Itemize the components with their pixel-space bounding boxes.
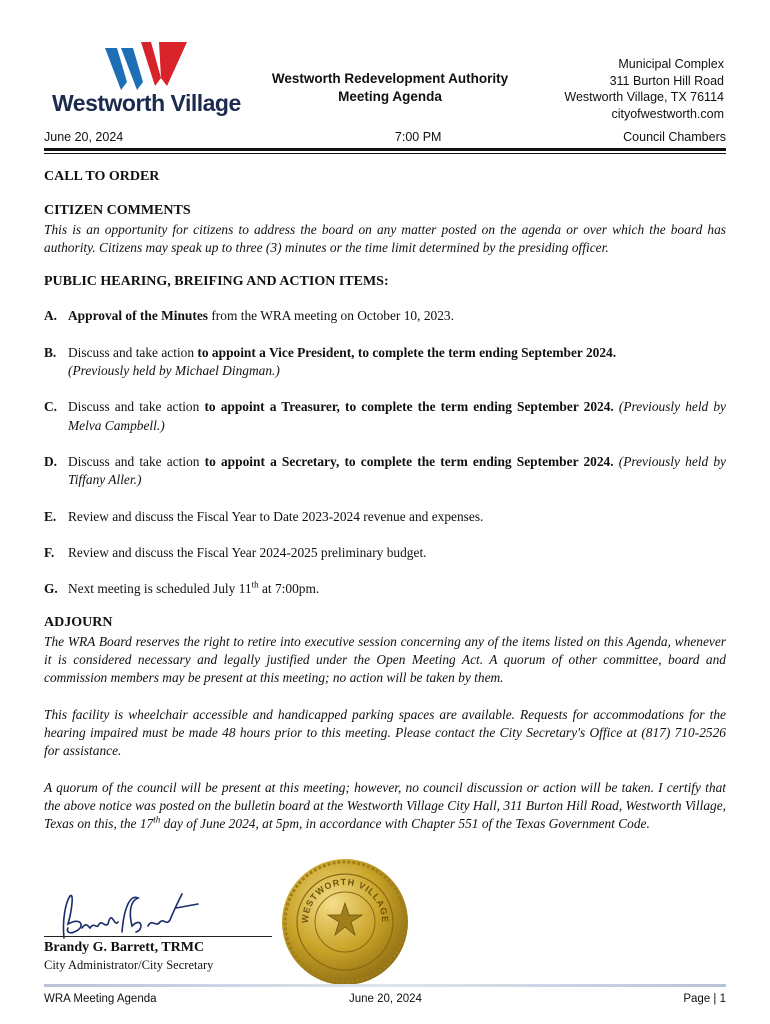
agenda-body xyxy=(44,168,726,833)
item-sup: th xyxy=(251,579,259,590)
seal-text: WESTWORTH VILLAGE xyxy=(299,876,391,924)
header-divider xyxy=(44,148,726,151)
item-text: Discuss and take action xyxy=(68,399,205,415)
agenda-item-b xyxy=(44,344,726,381)
public-hearing-heading: PUBLIC HEARING, BREIFING AND ACTION ITEMS: xyxy=(44,274,389,290)
item-text: Review and discuss the Fiscal Year 2024-2025 preliminary budget. xyxy=(68,544,427,560)
item-note: (Previously held by Michael Dingman.) xyxy=(68,363,280,379)
item-text: Next meeting is scheduled July 11 xyxy=(68,581,252,597)
accessibility-notice: This facility is wheelchair accessible and handicapped parking spaces are available. Requests for accommodations for the hearing impaired must be made 48 hours prior to this meeting. Please contact the City Secretary's Office at (817) 710-2526 for assistance. xyxy=(44,706,726,759)
citizen-comments-text: This is an opportunity for citizens to address the board on any matter posted on the agenda or over which the board has authority. Citizens may speak up to three (3) minutes or the time limit determined by the presiding officer. xyxy=(44,221,726,255)
cert-text: day of June 2024, at 5pm, in accordance with Chapter 551 of the Texas Government Code. xyxy=(160,816,650,832)
header-divider-thin xyxy=(44,153,726,154)
item-bold: to appoint a Vice President, to complete the term ending September 2024. xyxy=(197,344,617,360)
meeting-location: Council Chambers xyxy=(623,130,726,144)
item-text: from the WRA meeting on October 10, 2023. xyxy=(208,308,454,324)
item-label: C. xyxy=(44,399,58,415)
westworth-logo-mark xyxy=(105,42,187,90)
agenda-title xyxy=(255,70,525,106)
signature-line xyxy=(44,936,272,937)
signer-name: Brandy G. Barrett, TRMC xyxy=(44,940,205,955)
agenda-item-c xyxy=(44,398,726,435)
agenda-item-e xyxy=(44,508,726,526)
address-line: Municipal Complex xyxy=(618,57,724,71)
meeting-info-row xyxy=(44,130,726,144)
item-label: D. xyxy=(44,453,58,469)
call-to-order-heading: CALL TO ORDER xyxy=(44,169,160,184)
address-line: Westworth Village, TX 76114 xyxy=(564,90,724,104)
address-line: 311 Burton Hill Road xyxy=(609,73,724,88)
item-note: (Previously held by Tiffany Aller.) xyxy=(68,453,726,488)
footer-page-number: Page | 1 xyxy=(683,993,726,1005)
footer-divider xyxy=(44,984,726,987)
item-label: G. xyxy=(44,581,58,597)
cert-sup: th xyxy=(153,814,161,825)
title-line-1: Westworth Redevelopment Authority xyxy=(271,71,509,86)
agenda-item-a xyxy=(44,307,726,325)
handwritten-signature xyxy=(52,888,202,948)
item-bold: Approval of the Minutes xyxy=(68,308,208,324)
item-label: A. xyxy=(44,308,58,324)
agenda-item-d xyxy=(44,453,726,490)
meeting-date: June 20, 2024 xyxy=(44,130,124,144)
item-note: (Previously held by Melva Campbell.) xyxy=(68,399,726,433)
address-block xyxy=(564,56,724,122)
title-line-2: Meeting Agenda xyxy=(338,89,442,104)
footer-doc-title: WRA Meeting Agenda xyxy=(44,993,157,1005)
logo-text: Westworth Village xyxy=(52,90,241,116)
item-text: Discuss and take action xyxy=(68,453,205,469)
certification-text xyxy=(44,779,726,834)
agenda-item-f xyxy=(44,544,726,562)
adjourn-text: The WRA Board reserves the right to retire into executive session concerning any of the items listed on this Agenda, whenever it is considered necessary and legally justified under the Open Meeting Act. A quorum of other committee, board and commission members may be present at this meeting; no action will be taken by them. xyxy=(44,633,726,686)
gold-seal xyxy=(278,855,412,989)
footer-date: June 20, 2024 xyxy=(349,993,422,1005)
meeting-time: 7:00 PM xyxy=(394,130,442,144)
adjourn-heading: ADJOURN xyxy=(44,615,113,631)
website-link[interactable]: cityofwestworth.com xyxy=(611,106,724,121)
signer-title: City Administrator/City Secretary xyxy=(44,958,214,972)
item-label: E. xyxy=(44,508,57,524)
item-bold: to appoint a Treasurer, to complete the term ending September 2024. xyxy=(204,399,614,415)
item-label: F. xyxy=(44,544,55,560)
item-text: Review and discuss the Fiscal Year to Date 2023-2024 revenue and expenses. xyxy=(68,508,484,524)
agenda-item-g xyxy=(44,580,726,598)
item-bold: to appoint a Secretary, to complete the term ending September 2024. xyxy=(204,453,614,469)
item-label: B. xyxy=(44,344,57,360)
citizen-comments-heading: CITIZEN COMMENTS xyxy=(44,203,191,219)
cert-text: A quorum of the council will be present at this meeting; however, no council discussion or action will be taken. I certify that the above notice was posted on the bulletin board at the Westworth Village City Hall, 311 Burton Hill Road, Westworth Village, Texas on this, the 17 xyxy=(44,779,726,832)
item-text: at 7:00pm. xyxy=(258,581,320,597)
item-text: Discuss and take action xyxy=(68,344,198,360)
